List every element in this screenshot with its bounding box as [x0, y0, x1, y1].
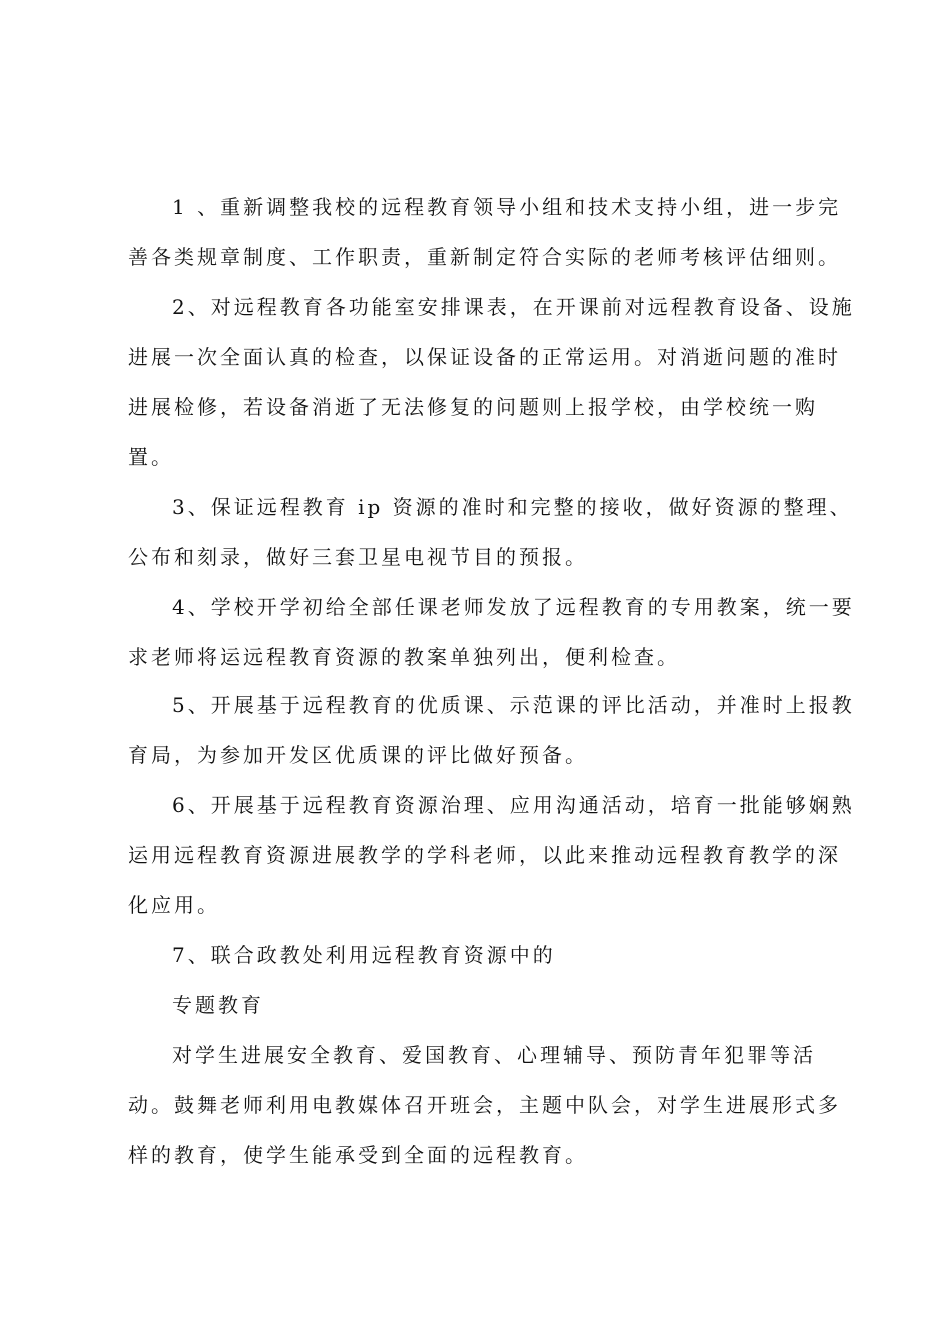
paragraph-5-line-1: 5、开展基于远程教育的优质课、示范课的评比活动，并准时上报教 — [172, 693, 855, 717]
paragraph-9-line-2: 动。鼓舞老师利用电教媒体召开班会，主题中队会，对学生进展形式多 — [128, 1093, 841, 1117]
paragraph-2-line-2: 进展一次全面认真的检查，以保证设备的正常运用。对消逝问题的准时 — [128, 345, 841, 369]
paragraph-6-line-3: 化应用。 — [128, 893, 220, 917]
paragraph-9-line-3: 样的教育，使学生能承受到全面的远程教育。 — [128, 1143, 588, 1167]
paragraph-5-line-2: 育局，为参加开发区优质课的评比做好预备。 — [128, 743, 588, 767]
paragraph-2-line-4: 置。 — [128, 445, 174, 469]
paragraph-3-line-1: 3、保证远程教育 ip 资源的准时和完整的接收，做好资源的整理、 — [172, 495, 853, 519]
paragraph-3-line-2: 公布和刻录，做好三套卫星电视节目的预报。 — [128, 545, 588, 569]
paragraph-6-line-2: 运用远程教育资源进展教学的学科老师，以此来推动远程教育教学的深 — [128, 843, 841, 867]
paragraph-7-line-1: 7、联合政教处利用远程教育资源中的 — [172, 943, 556, 967]
paragraph-1-line-2: 善各类规章制度、工作职责，重新制定符合实际的老师考核评估细则。 — [128, 245, 841, 269]
paragraph-9-line-1: 对学生进展安全教育、爱国教育、心理辅导、预防青年犯罪等活 — [172, 1043, 816, 1067]
paragraph-4-line-1: 4、学校开学初给全部任课老师发放了远程教育的专用教案，统一要 — [172, 595, 855, 619]
paragraph-6-line-1: 6、开展基于远程教育资源治理、应用沟通活动，培育一批能够娴熟 — [172, 793, 855, 817]
paragraph-4-line-2: 求老师将运远程教育资源的教案单独列出，便利检查。 — [128, 645, 680, 669]
paragraph-2-line-1: 2、对远程教育各功能室安排课表，在开课前对远程教育设备、设施 — [172, 295, 855, 319]
paragraph-1-line-1: 1 、重新调整我校的远程教育领导小组和技术支持小组，进一步完 — [172, 195, 842, 219]
paragraph-8-line-1: 专题教育 — [172, 993, 264, 1017]
paragraph-2-line-3: 进展检修，若设备消逝了无法修复的问题则上报学校，由学校统一购 — [128, 395, 818, 419]
